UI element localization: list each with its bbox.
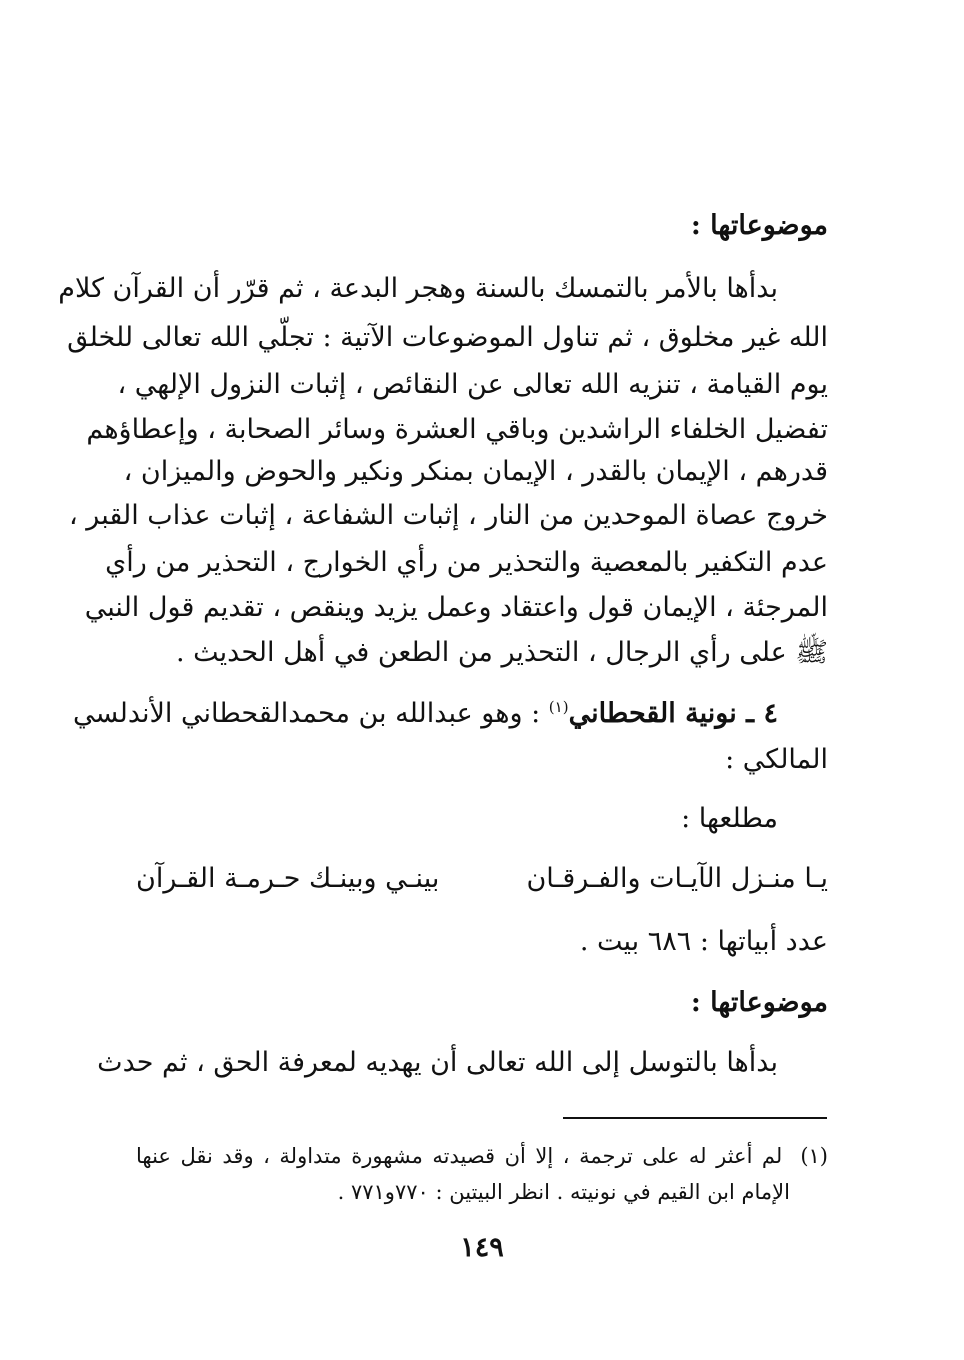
paragraph-line: يوم القيامة ، تنزيه الله تعالى عن النقائص ، إثبات النزول الإلهي ، [117, 369, 828, 400]
footnote-line-2: الإمام ابن القيم في نونيته . انظر البيتين : ٧٧٠و٧٧١ . [337, 1180, 790, 1204]
footnote-ref: (١) [548, 698, 569, 716]
opening-label: مطلعها : [681, 803, 778, 834]
paragraph-line: قدرهم ، الإيمان بالقدر ، الإيمان بمنكر ونكير والحوض والميزان ، [123, 456, 828, 487]
footnote-number: (١) [800, 1144, 828, 1168]
paragraph-line: ﷺ على رأي الرجال ، التحذير من الطعن في أهل الحديث . [175, 637, 828, 668]
verse-second-hemistich: بينـي وبينـك حـرمـة القـرآن [136, 863, 440, 894]
paragraph-line: تفضيل الخلفاء الراشدين وباقي العشرة وسائر الصحابة ، وإعطاؤهم [86, 414, 828, 445]
paragraph-line: بدأها بالأمر بالتمسك بالسنة وهجر البدعة ، ثم قرّر أن القرآن كلام [58, 273, 778, 304]
page-number: ١٤٩ [460, 1232, 504, 1263]
item-4-description: : وهو عبدالله بن محمدالقحطاني الأندلسي [73, 698, 549, 729]
verse-count: عدد أبياتها : ٦٨٦ بيت . [579, 926, 828, 957]
footnote-text-1: لم أعثر له على ترجمة ، إلا أن قصيدته مشهورة متداولة ، وقد نقل عنها [136, 1144, 783, 1168]
section-heading-topics: موضوعاتها : [690, 210, 828, 241]
section-heading-topics-2: موضوعاتها : [690, 987, 828, 1018]
paragraph-line: خروج عصاة الموحدين من النار ، إثبات الشفاعة ، إثبات عذاب القبر ، [69, 500, 828, 531]
paragraph-line: المرجئة ، الإيمان قول واعتقاد وعمل يزيد وينقص ، تقديم قول النبي [84, 592, 828, 623]
verse-first-hemistich: يـا منـزل الآيـات والفـرقـان [526, 863, 828, 894]
paragraph-line: بدأها بالتوسل إلى الله تعالى أن يهديه لمعرفة الحق ، ثم حدث [97, 1047, 778, 1078]
paragraph-line: عدم التكفير بالمعصية والتحذير من رأي الخوارج ، التحذير من رأي [105, 547, 828, 578]
item-4-title: ٤ ـ نونية القحطاني [568, 698, 778, 729]
item-4-line-2: المالكي : [725, 744, 828, 775]
footnote-separator [563, 1117, 827, 1119]
item-4-title-line [73, 694, 778, 734]
footnote-line-1 [136, 1140, 828, 1172]
paragraph-line: الله غير مخلوق ، ثم تناول الموضوعات الآتية : تجلّي الله تعالى للخلق [67, 322, 828, 353]
